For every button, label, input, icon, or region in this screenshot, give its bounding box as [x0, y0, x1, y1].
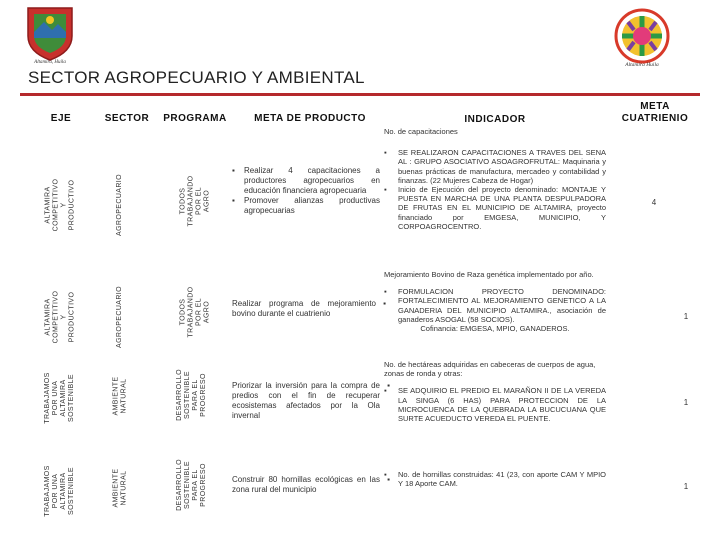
row-1-eje: ALTAMIRA COMPETITIVO Y PRODUCTIVO	[44, 178, 75, 232]
row-4-eje: TRABAJAMOS POR UNA ALTAMIRA SOSTENIBLE	[44, 465, 75, 517]
indicador-title: No. de hectáreas adquiridas en cabeceras de cuerpos de agua, zonas de ronda y otras:	[384, 360, 596, 379]
row-2-indicador	[384, 270, 606, 333]
svg-text:Altamira, Huila: Altamira, Huila	[34, 60, 66, 64]
indicador-item: ▪ SE ADQUIRIO EL PREDIO EL MARAÑON II DE LA VEREDA LA SINGA (6 HAS) PARA PROTECCION DE LA MICROCUENCA DE LA QUEBRADA LA BUCUCUANA QUE SURTE ACUEDUCTO VEREDA EL PUENTE.	[384, 386, 606, 424]
row-2-meta-cuatrienio: 1	[683, 312, 689, 321]
indicador-item: ▪ No. de hornillas construidas: 41 (23, con aporte CAM Y MPIO Y 18 Aporte CAM.	[384, 470, 606, 489]
column-header-meta-cuatrienio: META CUATRIENIO	[621, 101, 689, 124]
row-4-sector: AMBIENTE NATURAL	[112, 468, 128, 508]
tourism-seal-logo	[598, 8, 686, 68]
row-2-programa: TODOS TRABAJANDO POR EL AGRO	[180, 286, 211, 338]
column-header-sector: SECTOR	[104, 113, 150, 124]
row-3-meta-cuatrienio: 1	[683, 398, 689, 407]
column-header-programa: PROGRAMA	[163, 113, 227, 124]
title-divider	[20, 93, 700, 96]
column-header-indicador: INDICADOR	[464, 114, 526, 125]
meta-item: ▪ Promover alianzas productivas agropecuarias	[232, 196, 380, 215]
indicador-note: Cofinancia: EMGESA, MPIO, GANADEROS.	[420, 324, 570, 334]
row-3-sector: AMBIENTE NATURAL	[112, 376, 128, 416]
row-1-meta-producto	[232, 166, 380, 216]
indicador-item: ▪ SE REALIZARON CAPACITACIONES A TRAVES DEL SENA AL : GRUPO ASOCIATIVO ASOAGROFRUTAL: Maquinaria y buenas prácticas de manufactura, mercadeo y contabilidad y finanzas. (22 Mujeres Cabeza de Hogar)	[384, 148, 606, 185]
row-3-meta-producto: Priorizar la inversión para la compra de predios con el fin de recuperar ecosistemas afectados por la Ola invernal ▪	[232, 381, 390, 420]
indicador-item: ▪ FORMULACION PROYECTO DENOMINADO: FORTALECIMIENTO AL MEJORAMIENTO GENETICO A LA GANADERIA DEL MUNICIPIO ALTAMIRA., asociación de ganaderos ASOGAL (58 SOCIOS).	[384, 287, 606, 324]
indicador-title: Mejoramiento Bovino de Raza genética implementado por año.	[384, 270, 594, 279]
row-1-indicador	[384, 127, 606, 231]
svg-text:Altamira Huila: Altamira Huila	[625, 62, 659, 68]
row-4-meta-producto: Construir 80 hornillas ecológicas en las zona rural del municipio ▪	[232, 475, 390, 494]
row-4-indicador	[384, 470, 606, 488]
row-3-indicador	[384, 360, 606, 423]
row-2-meta-producto: Realizar programa de mejoramiento bovino durante el cuatrienio ▪	[232, 299, 386, 318]
indicador-item: ▪ Inicio de Ejecución del proyecto denominado: MONTAJE Y PUESTA EN MARCHA DE UNA PLANTA DESPULPADORA DE FRUTAS EN EL MUNICIPIO DE ALTAMIRA, proyecto financiado por EMGESA, MUNICIPIO, Y CORPOAGROCENTRO.	[384, 185, 606, 231]
row-4-meta-cuatrienio: 1	[683, 482, 689, 491]
row-3-programa: DESARROLLO SOSTENIBLE PARA EL PROGRESO	[176, 369, 208, 421]
row-1-sector: AGROPECUARIO	[116, 174, 124, 236]
municipality-shield-logo	[18, 2, 82, 64]
indicador-title: No. de capacitaciones	[384, 127, 458, 136]
row-1-programa: TODOS TRABAJANDO POR EL AGRO	[180, 175, 211, 227]
row-1-meta-cuatrienio: 4	[651, 198, 657, 207]
column-header-eje: EJE	[50, 113, 72, 124]
page-title: SECTOR AGROPECUARIO Y AMBIENTAL	[28, 68, 365, 87]
row-2-eje: ALTAMIRA COMPETITIVO Y PRODUCTIVO	[44, 290, 75, 344]
row-3-eje: TRABAJAMOS POR UNA ALTAMIRA SOSTENIBLE	[44, 372, 75, 424]
row-4-programa: DESARROLLO SOSTENIBLE PARA EL PROGRESO	[176, 459, 208, 511]
meta-item: ▪ Realizar 4 capacitaciones a productores agropecuarios en educación financiera agropecuaria	[232, 166, 380, 195]
row-2-sector: AGROPECUARIO	[116, 286, 124, 348]
column-header-meta-producto: META DE PRODUCTO	[254, 113, 366, 124]
